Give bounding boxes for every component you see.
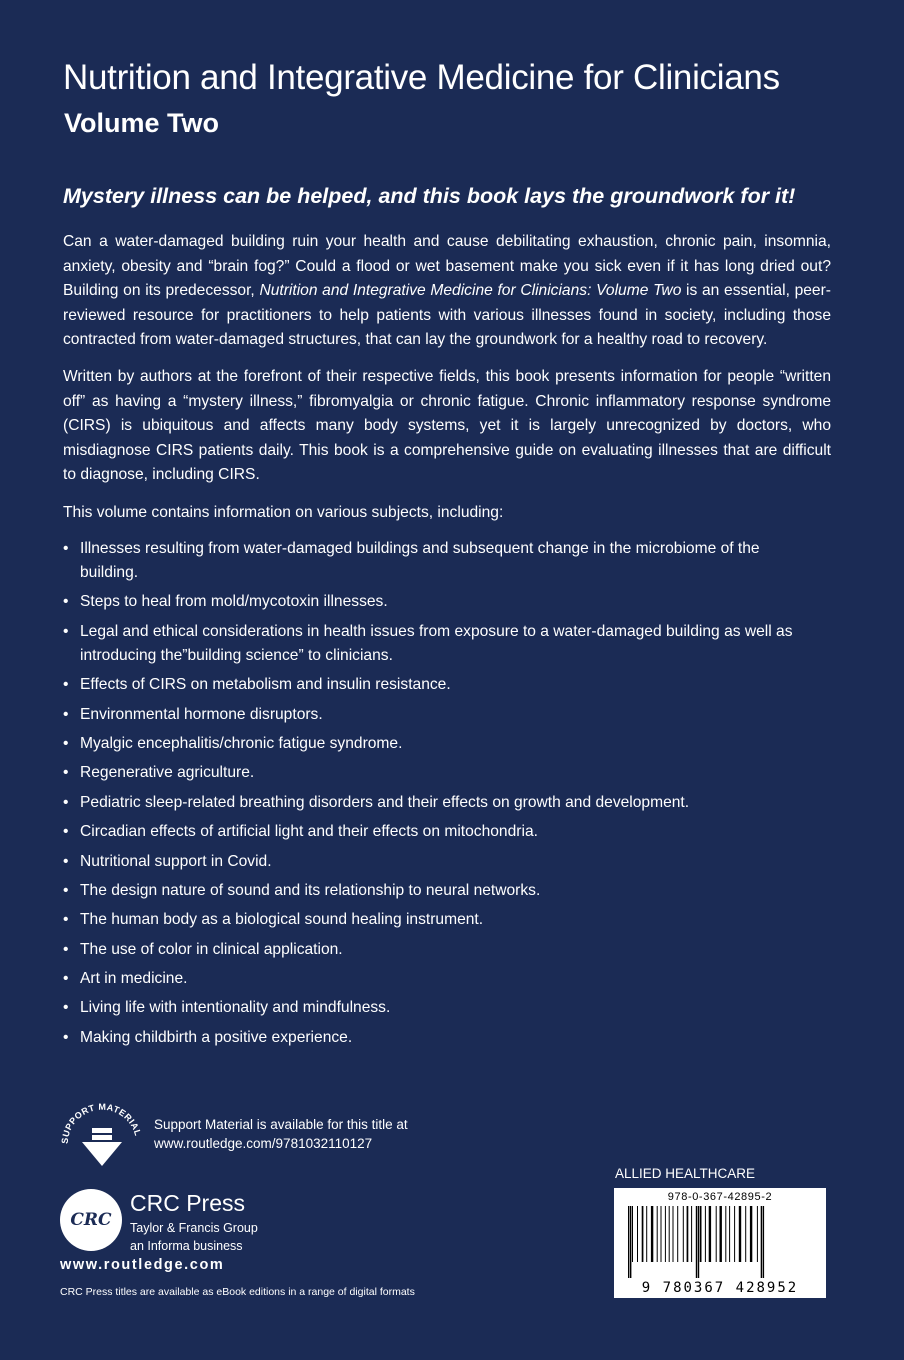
subject-list-item [63,732,803,756]
subject-list-item-text: The design nature of sound and its relationship to neural networks. [80,881,541,899]
subject-list-item [63,1026,803,1050]
bullet-icon: • [63,940,69,958]
subject-list-item [63,908,803,932]
bullet-icon: • [63,705,69,723]
subject-list-item [63,673,803,697]
publisher-name: CRC Press [130,1190,246,1216]
subject-list-item [63,761,803,785]
paragraph-1-part-a: Can a water-damaged building ruin your health and cause debilitating exhaustion, chronic pain, insomnia, anxiety, obesity and “brain fog?” Could a flood or wet basement make you sick even if it has long dried out? Building on its predecessor, [63,233,831,299]
bullet-icon: • [63,676,69,694]
paragraph-1-part-b: is an essential, peer-reviewed resource for practitioners to help patients with various illnesses found in society, including those contracted from water-damaged structures, that can lay the groundwork for a healthy road to recovery. [63,282,831,348]
subject-list-item-text: Regenerative agriculture. [80,764,255,782]
subject-list-item-text: Effects of CIRS on metabolism and insulin resistance. [80,676,451,694]
subjects-list [63,537,803,1055]
bullet-icon: • [63,911,69,929]
subject-category: ALLIED HEALTHCARE [615,1166,756,1181]
subject-list-item [63,850,803,874]
subject-list-item-text: Legal and ethical considerations in health issues from exposure to a water-damaged building as well as introducing the”building science” to clinicians. [80,622,793,664]
support-material-icon [58,1100,148,1170]
bullet-icon: • [63,881,69,899]
subject-list-item [63,967,803,991]
ean-digits: 9 780367 428952 [616,1280,824,1296]
bullet-icon: • [63,823,69,841]
subject-list-item-text: Living life with intentionality and mindfulness. [80,999,391,1017]
support-material-url[interactable]: www.routledge.com/9781032110127 [154,1136,373,1151]
subject-list-item [63,820,803,844]
subject-list-item [63,791,803,815]
crc-logo-icon: CRC [60,1189,122,1251]
description-paragraph-2: Written by authors at the forefront of their respective fields, this book presents information for people “written off” as having a “mystery illness,” fibromyalgia or chronic fatigue. Chronic inflammatory response syndrome (CIRS) is ubiquitous and affects many body systems, yet it is largely unrecognized by doctors, who misdiagnose CIRS patients daily. This book is a comprehensive guide on evaluating illnesses that are difficult to diagnose, including CIRS. [63,368,831,483]
subject-list-item [63,590,803,614]
subject-list-item [63,938,803,962]
support-material-line: Support Material is available for this title at [154,1117,408,1132]
bullet-icon: • [63,999,69,1017]
bullet-icon: • [63,622,69,640]
subject-list-item-text: The human body as a biological sound healing instrument. [80,911,484,929]
bullet-icon: • [63,764,69,782]
subject-list-item-text: Art in medicine. [80,970,188,988]
publisher-informa: an Informa business [130,1239,243,1253]
bullet-icon: • [63,1028,69,1046]
support-material-badge-text: SUPPORT MATERIAL [59,1101,144,1145]
subject-list-item-text: Environmental hormone disruptors. [80,705,323,723]
subjects-intro: This volume contains information on various subjects, including: [63,504,504,521]
subject-list-item-text: Nutritional support in Covid. [80,852,272,870]
subject-list-item-text: The use of color in clinical application. [80,940,343,958]
publisher-website[interactable]: www.routledge.com [60,1257,225,1273]
subject-list-item-text: Circadian effects of artificial light and their effects on mitochondria. [80,823,538,841]
bullet-icon: • [63,793,69,811]
subject-list-item-text: Steps to heal from mold/mycotoxin illnesses. [80,593,388,611]
support-material-info [154,1115,408,1153]
bullet-icon: • [63,970,69,988]
bullet-icon: • [63,540,69,557]
subject-list-item-text: Myalgic encephalitis/chronic fatigue syndrome. [80,734,403,752]
book-title: Nutrition and Integrative Medicine for Clinicians [63,58,780,97]
subject-list-item-text: Pediatric sleep-related breathing disorders and their effects on growth and development. [80,793,690,811]
publisher-group: Taylor & Francis Group [130,1221,258,1235]
subject-list-item [63,703,803,727]
subject-list-item [63,620,803,668]
barcode-bars-icon [620,1206,820,1278]
ebook-note: CRC Press titles are available as eBook editions in a range of digital formats [60,1286,415,1298]
subject-list-item [63,879,803,903]
bullet-icon: • [63,593,69,611]
isbn-barcode [614,1188,826,1298]
bullet-icon: • [63,852,69,870]
subject-list-item-text: Making childbirth a positive experience. [80,1028,353,1046]
subject-list-item [63,996,803,1020]
isbn-number: 978-0-367-42895-2 [667,1191,773,1203]
bullet-icon: • [63,734,69,752]
description-paragraph-1 [63,230,831,353]
book-subtitle: Volume Two [64,108,219,138]
predecessor-title: Nutrition and Integrative Medicine for Clinicians: Volume Two [259,282,682,299]
subject-list-item-text: Illnesses resulting from water-damaged buildings and subsequent change in the microbiome of the building. [80,540,760,581]
tagline: Mystery illness can be helped, and this book lays the groundwork for it! [63,184,796,208]
subject-list-item [63,537,803,585]
